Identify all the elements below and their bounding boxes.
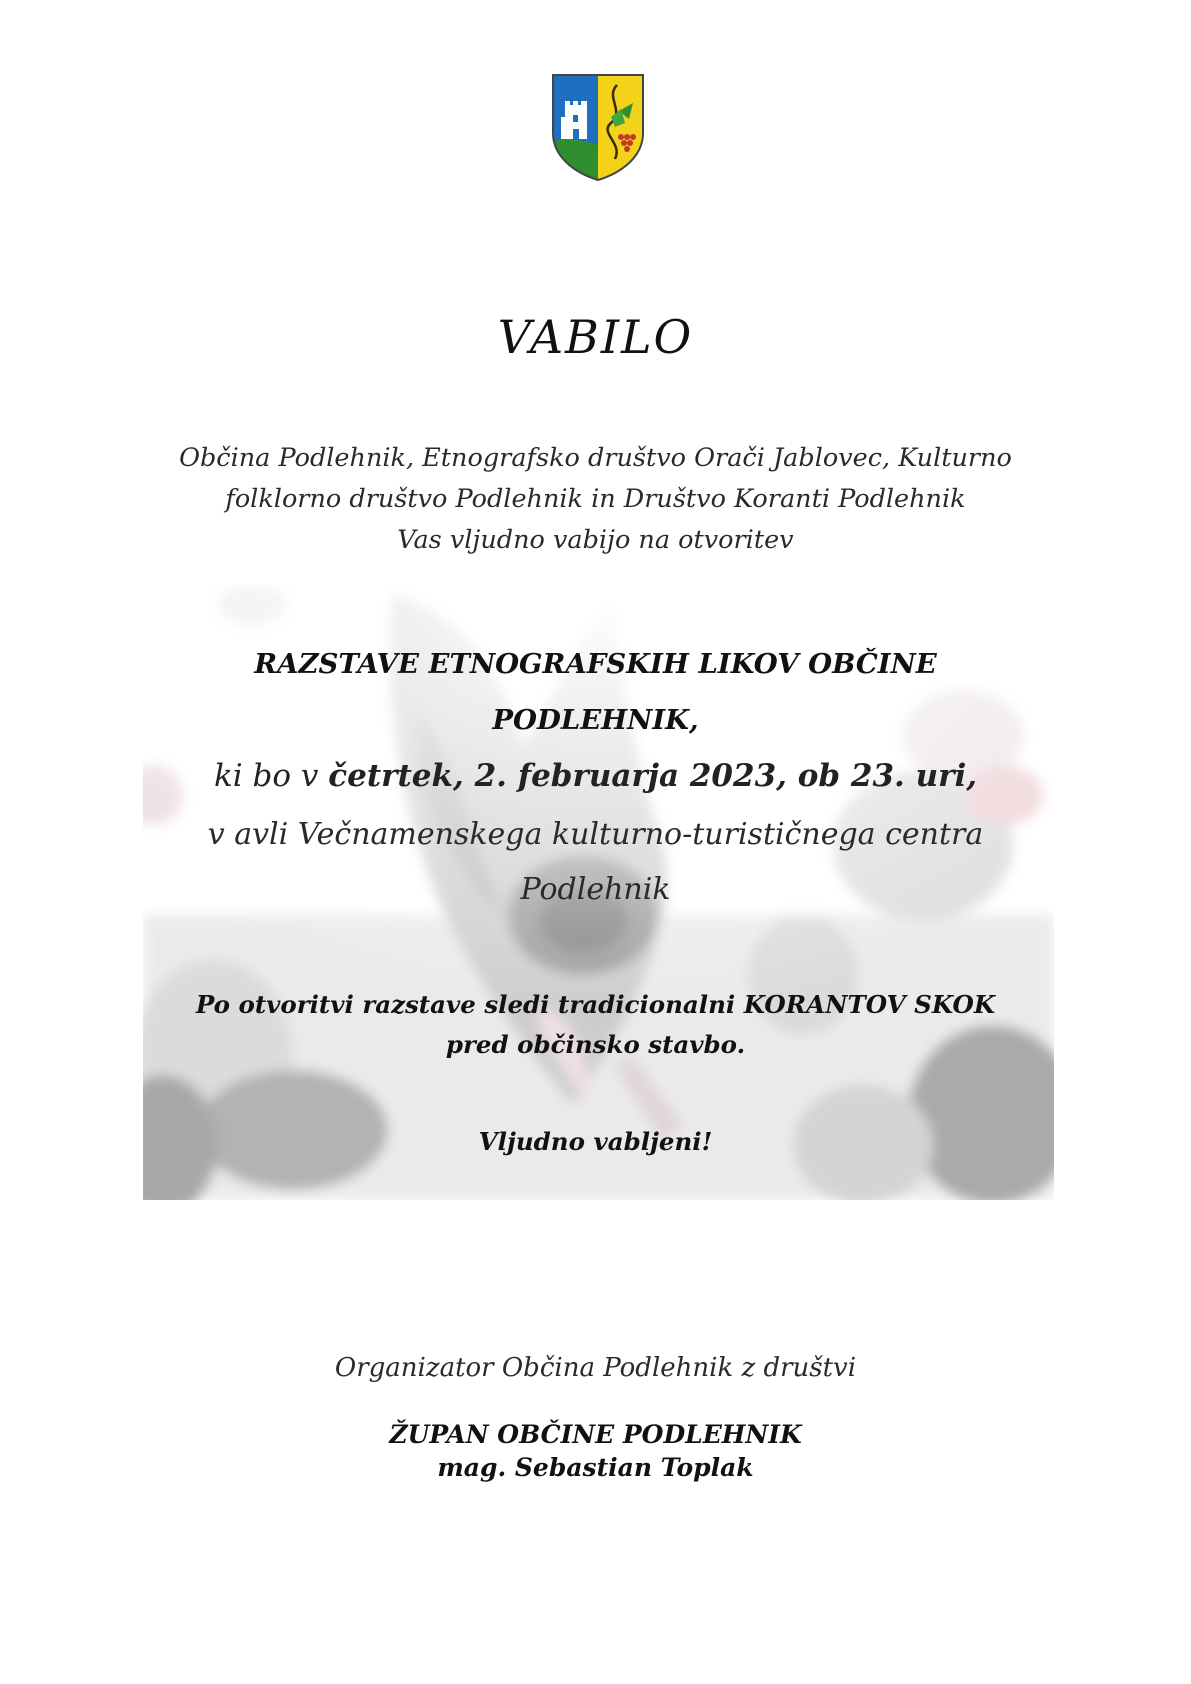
event-location-line: v avli Večnamenskega kulturno-turističnega centra [207,817,984,852]
organizer-text: Organizator Občina Podlehnik z društvi [334,1353,857,1383]
signature-name: mag. Sebastian Toplak [437,1453,754,1482]
event-title-line: RAZSTAVE ETNOGRAFSKIH LIKOV OBČINE [254,648,937,680]
event-date-time [0,748,1191,804]
event-date-value: četrtek, 2. februarja 2023, ob 23. uri, [328,758,978,794]
program-note-line: pred občinsko stavbo. [445,1030,746,1059]
page-title: VABILO [497,310,694,364]
intro-line: Vas vljudno vabijo na otvoritev [397,525,794,555]
program-note [0,985,1191,1065]
intro-text [0,438,1191,561]
event-date-lead: ki bo v [213,758,329,794]
program-note-line: Po otvoritvi razstave sledi tradicionalni KORANTOV SKOK [195,990,996,1019]
event-title-line: PODLEHNIK, [492,704,699,736]
closing-text: Vljudno vabljeni! [478,1127,713,1156]
intro-line: folklorno društvo Podlehnik in Društvo Koranti Podlehnik [225,484,966,514]
intro-line: Občina Podlehnik, Etnografsko društvo Orači Jablovec, Kulturno [179,443,1012,473]
signature-title: ŽUPAN OBČINE PODLEHNIK [389,1420,802,1449]
event-title [0,636,1191,748]
event-location-line: Podlehnik [520,872,671,907]
signature-block [0,1418,1191,1484]
event-location [0,807,1191,917]
coat-of-arms-icon [549,71,647,183]
